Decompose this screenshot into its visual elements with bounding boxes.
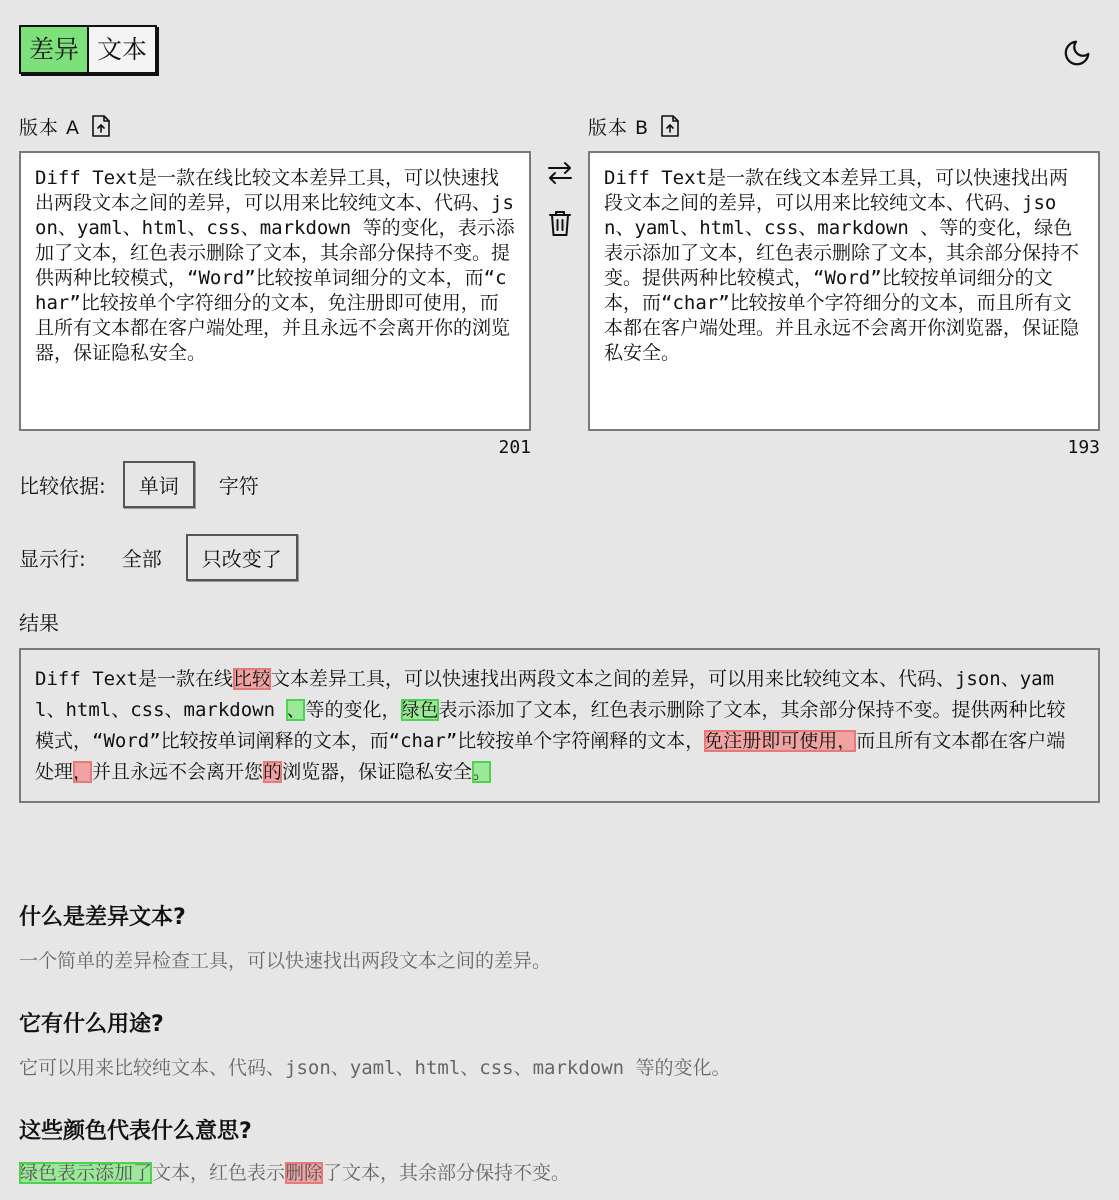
diff-deleted-segment: 的 — [263, 761, 283, 783]
logo[interactable] — [19, 25, 157, 74]
diff-deleted-segment: ， — [73, 761, 93, 783]
swap-icon[interactable] — [545, 158, 575, 188]
logo-part-diff: 差异 — [21, 27, 89, 72]
logo-part-text: 文本 — [89, 27, 155, 72]
compare-by-row — [19, 461, 275, 508]
diff-unchanged-segment: Diff Text是一款在线 — [35, 668, 233, 690]
diff-result — [19, 648, 1100, 803]
diff-unchanged-segment: 文本差异工具，可以快速找出两段文本之间的差异，可以用来比较纯文本、代码、json、yaml、html、css、markdown — [35, 668, 1055, 721]
version-b-char-count: 193 — [1067, 437, 1100, 458]
legend-text-mid: 文本，红色表示 — [152, 1162, 286, 1184]
result-title: 结果 — [19, 611, 59, 635]
diff-unchanged-segment: 并且永远不会离开您 — [92, 761, 264, 783]
faq-question-3: 这些颜色代表什么意思? — [19, 1119, 252, 1144]
version-a-char-count: 201 — [498, 437, 531, 458]
show-changed-button[interactable]: 只改变了 — [186, 534, 298, 581]
version-b-label-row — [588, 112, 681, 140]
legend-added: 绿色表示添加了 — [19, 1162, 153, 1184]
diff-unchanged-segment: 而且所有文本都在客户端处理 — [35, 730, 1066, 783]
faq-answer-3 — [19, 1158, 570, 1185]
show-all-button[interactable]: 全部 — [121, 547, 162, 571]
legend-text-end: 了文本，其余部分保持不变。 — [323, 1162, 571, 1184]
trash-icon[interactable] — [545, 208, 575, 238]
show-lines-row — [19, 534, 298, 581]
compare-by-label: 比较依据: — [19, 474, 106, 498]
legend-deleted: 删除 — [285, 1162, 324, 1184]
diff-unchanged-segment: 表示添加了文本，红色表示删除了文本，其余部分保持不变。提供两种比较模式，“Word”比较按单词阐释的文本，而“char”比较按单个字符阐释的文本， — [35, 699, 1066, 752]
compare-by-char-button[interactable]: 字符 — [218, 474, 259, 498]
diff-deleted-segment: 比较 — [232, 668, 271, 690]
compare-by-word-button[interactable]: 单词 — [123, 461, 195, 508]
diff-added-segment: 、 — [286, 699, 306, 721]
file-upload-icon[interactable] — [90, 114, 112, 138]
faq-answer-1: 一个简单的差异检查工具，可以快速找出两段文本之间的差异。 — [19, 950, 552, 972]
version-a-textarea[interactable]: Diff Text是一款在线比较文本差异工具，可以快速找出两段文本之间的差异，可以用来比较纯文本、代码、json、yaml、html、css、markdown 等的变化，表示添加了文本，红色表示删除了文本，其余部分保持不变。提供两种比较模式，“Word”比较按单词细分的文本，而“char”比较按单个字符细分的文本，免注册即可使用，而且所有文本都在客户端处理，并且永远不会离开你的浏览器，保证隐私安全。 — [19, 151, 531, 431]
diff-added-segment: 绿色 — [400, 699, 439, 721]
version-b-label: 版本 B — [588, 116, 650, 139]
version-a-label-row — [19, 112, 112, 140]
faq-question-1: 什么是差异文本? — [19, 905, 186, 930]
version-b-textarea[interactable]: Diff Text是一款在线文本差异工具，可以快速找出两段文本之间的差异，可以用来比较纯文本、代码、json、yaml、html、css、markdown 、等的变化，绿色表示添加了文本，红色表示删除了文本，其余部分保持不变。提供两种比较模式，“Word”比较按单词细分的文本，而“char”比较按单个字符细分的文本，而且所有文本都在客户端处理。并且永远不会离开你浏览器，保证隐私安全。 — [588, 151, 1100, 431]
diff-deleted-segment: 免注册即可使用， — [704, 730, 857, 752]
file-upload-icon[interactable] — [659, 114, 681, 138]
moon-icon[interactable] — [1062, 38, 1092, 68]
show-lines-label: 显示行: — [19, 547, 86, 571]
diff-added-segment: 。 — [472, 761, 492, 783]
faq-question-2: 它有什么用途? — [19, 1012, 164, 1037]
diff-unchanged-segment: 浏览器，保证隐私安全 — [282, 761, 473, 783]
faq-answer-2: 它可以用来比较纯文本、代码、json、yaml、html、css、markdown 等的变化。 — [19, 1057, 731, 1079]
diff-unchanged-segment: 等的变化， — [305, 699, 401, 721]
version-a-label: 版本 A — [19, 116, 81, 139]
